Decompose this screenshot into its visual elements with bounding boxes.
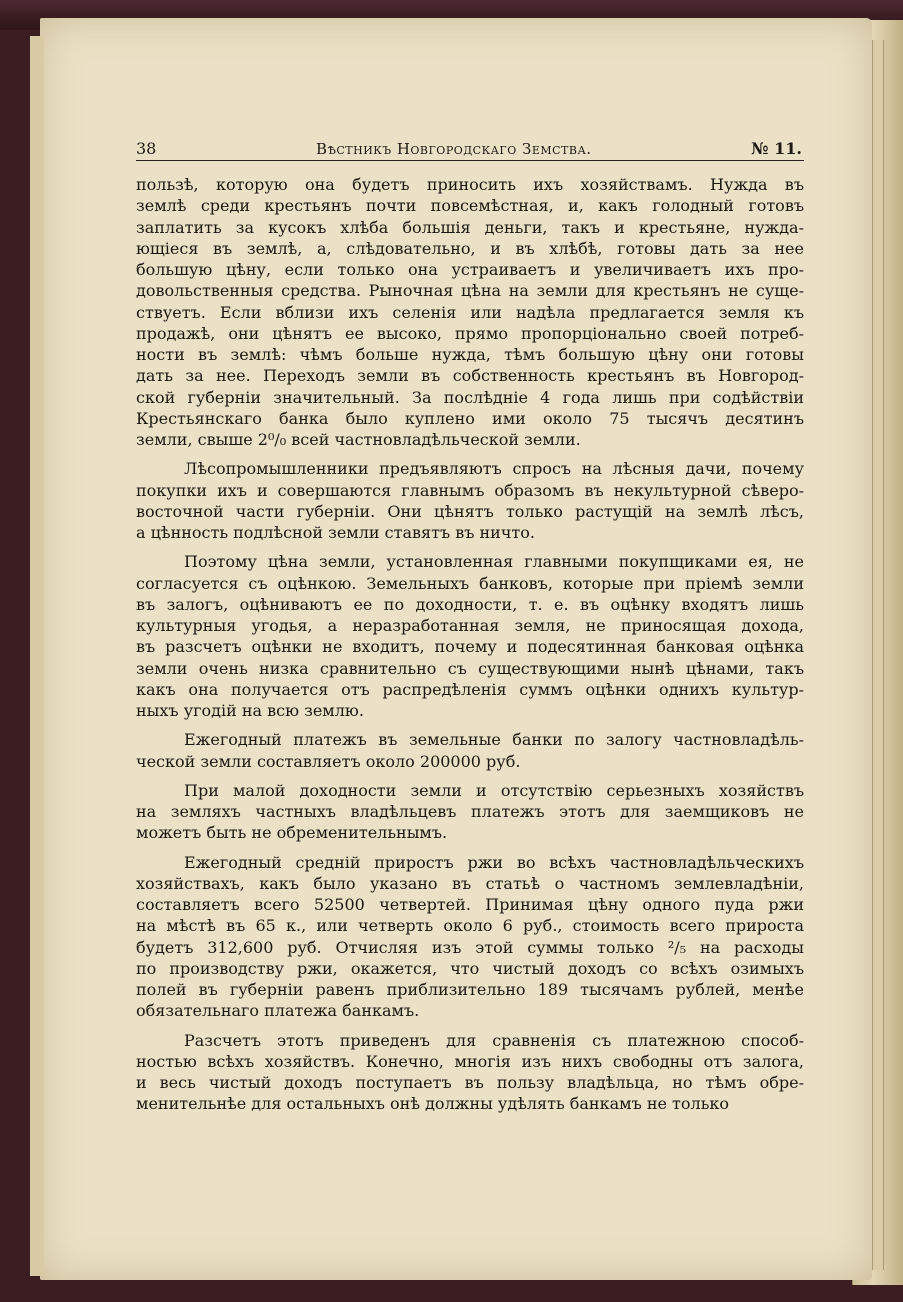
text-line: ческой земли составляетъ около 200000 руб.: [136, 751, 521, 771]
text-line: Ежегодный платежъ въ земельные банки по залогу частновладѣль-: [184, 730, 804, 750]
text-line: на земляхъ частныхъ владѣльцевъ платежъ этотъ для заемщиковъ не: [136, 802, 804, 821]
text-line: можетъ быть не обременительнымъ.: [136, 823, 448, 843]
text-line: ностью всѣхъ хозяйствъ. Конечно, многія изъ нихъ свободны отъ залога,: [136, 1051, 804, 1071]
paragraph: [136, 852, 804, 1022]
text-line: дать за нее. Переходъ земли въ собственность крестьянъ въ Новгород-: [136, 366, 804, 386]
paragraph: [136, 780, 804, 844]
text-line: земли очень низка сравнительно съ существующими нынѣ цѣнами, такъ: [136, 658, 804, 678]
page-stack-inner-edge: [872, 40, 884, 1270]
paragraph-gap: [136, 721, 804, 729]
text-line: заплатить за кусокъ хлѣба большія деньги, такъ и крестьяне, нуждa-: [136, 217, 804, 237]
page-binding-edge: [30, 36, 44, 1276]
running-header: [136, 132, 802, 158]
text-line: будетъ 312,600 руб. Отчисляя изъ этой суммы только ²/₅ на расходы: [136, 937, 804, 957]
text-line: полей въ губерніи равенъ приблизительно 189 тысячамъ рублей, менѣе: [136, 980, 804, 999]
paragraph-gap: [136, 450, 804, 458]
text-line: довольственныя средства. Рыночная цѣна на земли для крестьянъ не суще-: [136, 281, 804, 301]
text-line: культурныя угодья, а неразработанная земля, не приносящая дохода,: [136, 616, 804, 635]
body-text: [136, 174, 804, 1115]
text-line: какъ она получается отъ распредѣленія суммъ оцѣнки одниxъ культур-: [136, 679, 804, 699]
text-line: ющіеся въ землѣ, а, слѣдовательно, и въ хлѣбѣ, готовы дать за нее: [136, 238, 804, 258]
text-line: большую цѣну, если только она устраиваетъ и увеличиваетъ ихъ про-: [136, 260, 804, 279]
text-line: въ разсчетъ оцѣнки не входитъ, почему и подесятинная банковая оцѣнка: [136, 637, 804, 657]
text-line: на мѣстѣ въ 65 к., или четверть около 6 руб., стоимость всего прироста: [136, 916, 804, 936]
text-line: хозяйствахъ, какъ было указано въ статьѣ о частномъ землевладѣніи,: [136, 873, 804, 893]
text-line: въ залогъ, оцѣниваютъ ее по доходности, т. е. въ оцѣнку входятъ лишь: [136, 594, 804, 614]
page-number: 38: [136, 139, 157, 158]
text-line: по производству ржи, окажется, что чистый доходъ со всѣхъ озимыхъ: [136, 958, 804, 978]
text-line: ской губерніи значительный. За послѣдніе 4 года лишь при содѣйствіи: [136, 387, 804, 407]
paragraph: [136, 174, 804, 450]
paragraph: [136, 458, 804, 543]
text-line: При малой доходности земли и отсутствію серьезныхъ хозяйствъ: [184, 780, 804, 800]
paragraph-gap: [136, 844, 804, 852]
issue-number: № 11.: [751, 139, 802, 158]
text-line: земли, свыше 2⁰/₀ всей частновладѣльческой земли.: [136, 430, 581, 449]
paragraph-gap: [136, 772, 804, 780]
text-line: согласуется съ оцѣнкою. Земельныхъ банковъ, которые при пріемѣ земли: [136, 573, 804, 593]
text-line: обязательнаго платежа банкамъ.: [136, 1001, 420, 1021]
text-line: Поэтому цѣна земли, установленная главными покупщиками ея, не: [184, 552, 804, 572]
text-line: ствуетъ. Если вблизи ихъ селенія или надѣла предлагается земля къ: [136, 302, 804, 322]
text-line: землѣ среди крестьянъ почти повсемѣстная, и, какъ голодный готовъ: [136, 196, 804, 216]
text-line: Разсчетъ этотъ приведенъ для сравненія съ платежною способ-: [184, 1030, 804, 1050]
text-line: покупки ихъ и совершаются главнымъ образомъ въ некультурной сѣверо-: [136, 480, 804, 500]
text-line: Крестьянскаго банка было куплено ими около 75 тысячъ десятинъ: [136, 408, 804, 428]
paragraph: [136, 729, 804, 772]
paragraph: [136, 551, 804, 721]
paragraph-gap: [136, 1022, 804, 1030]
text-line: ныхъ угодій на всю землю.: [136, 701, 364, 720]
text-line: продажѣ, они цѣнятъ ее высоко, прямо пропорціонально своей потреб-: [136, 323, 804, 343]
header-rule: [136, 160, 804, 161]
text-line: восточной части губерніи. Они цѣнятъ только растущій на землѣ лѣсъ,: [136, 501, 804, 521]
text-line: Ежегодный средній приростъ ржи во всѣхъ частновладѣльческихъ: [184, 852, 804, 872]
journal-title: Вѣстникъ Новгородскаго Земства.: [315, 140, 592, 158]
text-line: менительнѣе для остальныхъ онѣ должны удѣлять банкамъ не только: [136, 1094, 730, 1114]
text-line: составляетъ всего 52500 четвертей. Принимая цѣну одного пуда ржи: [136, 895, 804, 914]
text-line: и весь чистый доходъ поступаетъ въ пользу владѣльца, но тѣмъ обре-: [136, 1073, 804, 1092]
paragraph-gap: [136, 543, 804, 551]
text-line: ности въ землѣ: чѣмъ больше нужда, тѣмъ большую цѣну они готовы: [136, 345, 804, 364]
text-line: пользѣ, которую она будетъ приносить ихъ хозяйствамъ. Нужда въ: [136, 175, 804, 194]
text-line: Лѣсопромышленники предъявляютъ спросъ на лѣсныя дачи, почему: [184, 459, 804, 479]
paragraph: [136, 1030, 804, 1115]
text-line: а цѣнность подлѣсной земли ставятъ въ ничто.: [136, 523, 535, 542]
